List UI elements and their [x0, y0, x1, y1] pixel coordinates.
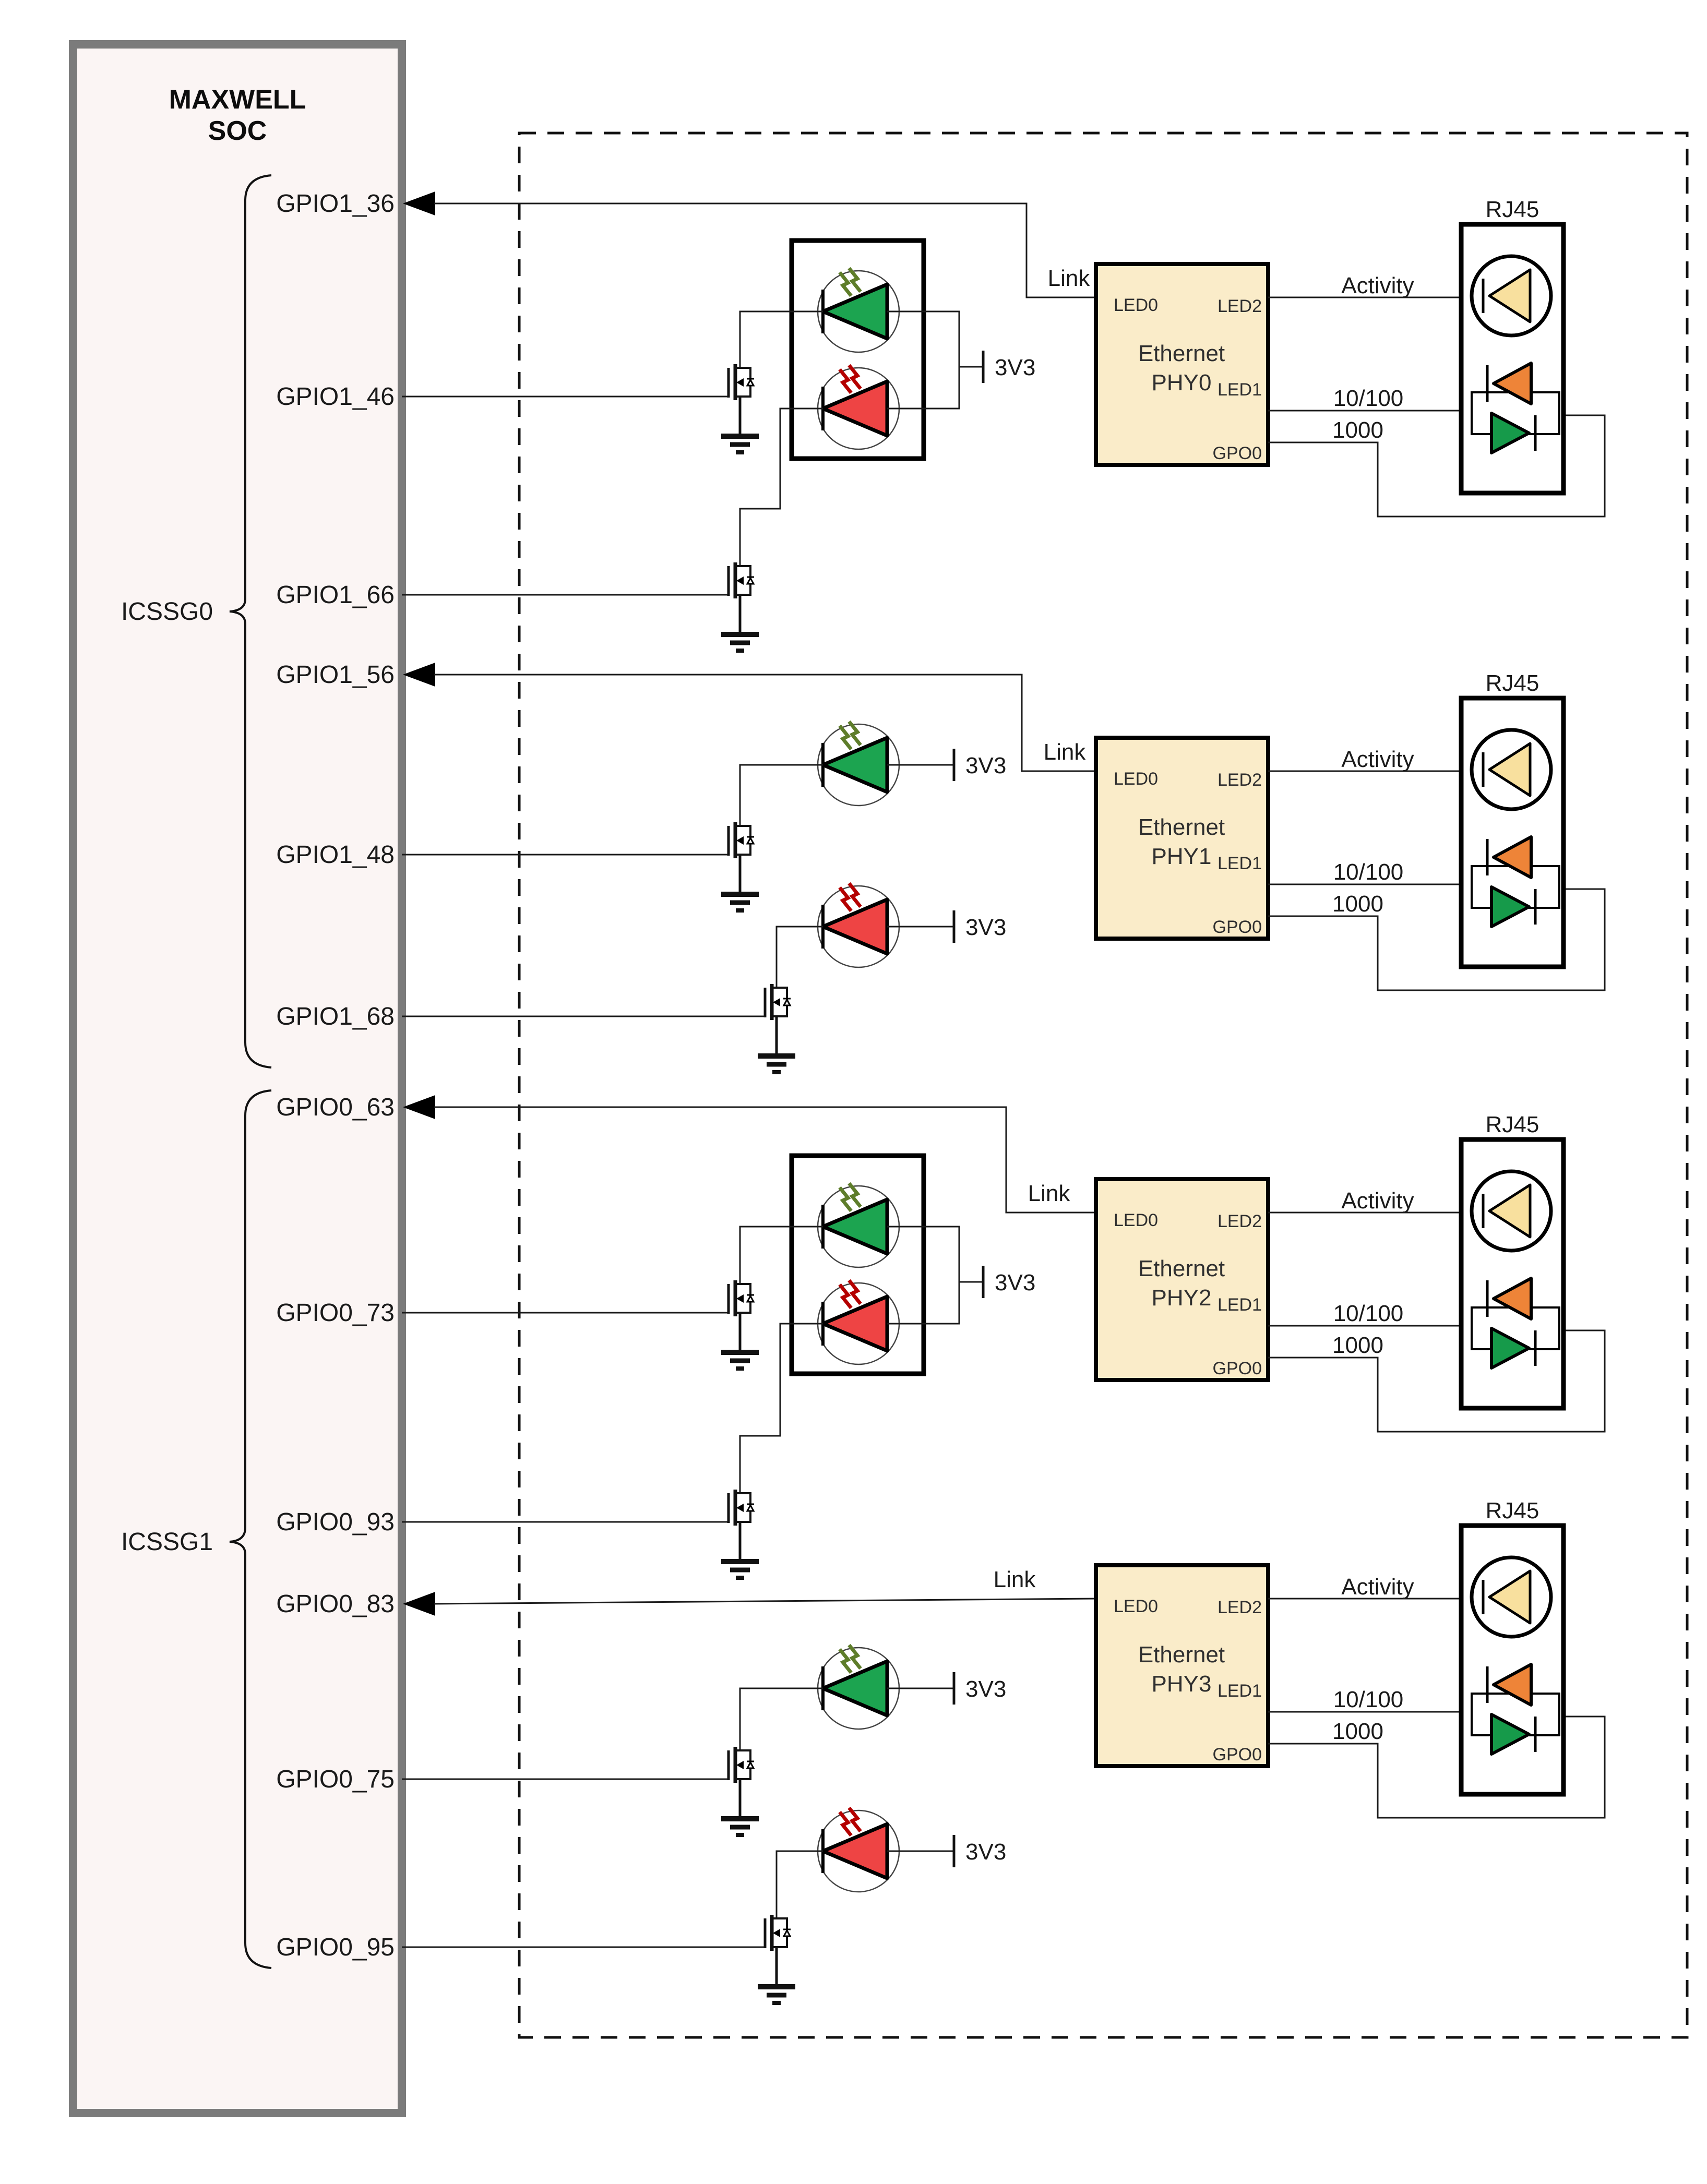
phy2-name-line2: PHY2: [1151, 1285, 1212, 1311]
pin-label-gpio1-56: GPIO1_56: [276, 661, 395, 689]
soc-block: [73, 44, 435, 2113]
phy3-name-line1: Ethernet: [1138, 1642, 1225, 1667]
phy1-pin-led0: LED0: [1114, 769, 1159, 789]
phy1-pin-led2: LED2: [1217, 770, 1262, 790]
red-cathode-wire-3: [777, 1851, 823, 1918]
mosfet-red-3: [765, 1915, 791, 1951]
input-arrow-gpio1-56: [403, 663, 435, 687]
phy3-pin-led1: LED1: [1217, 1681, 1262, 1701]
phy1-pin-gpo0: GPO0: [1212, 917, 1262, 937]
icssg0-label: ICSSG0: [121, 598, 213, 626]
mosfet-green-1: [729, 822, 754, 858]
phy1-pin-led1: LED1: [1217, 854, 1262, 873]
red-led-icon-1: [818, 883, 899, 967]
supply-label-2: 3V3: [995, 1270, 1036, 1295]
phy0-pin-led2: LED2: [1217, 296, 1262, 316]
rj45-2-label: RJ45: [1485, 1112, 1539, 1137]
mosfet-red-0: [729, 562, 754, 598]
red-led-icon-2: [818, 1280, 899, 1364]
green-led-icon-2: [818, 1183, 899, 1267]
mosfet-green-0: [729, 364, 754, 400]
supply-label-1g: 3V3: [965, 753, 1007, 778]
red-cathode-wire-1: [777, 927, 823, 988]
phy0-pin-gpo0: GPO0: [1212, 443, 1262, 463]
phy3-name-line2: PHY3: [1151, 1671, 1212, 1697]
activity-led-icon-1: [1472, 730, 1551, 809]
green-cathode-wire-1: [740, 765, 823, 826]
pin-label-gpio0-63: GPIO0_63: [276, 1094, 395, 1121]
net-label-activity-0: Activity: [1341, 273, 1414, 298]
phy1-name-line1: Ethernet: [1138, 814, 1225, 840]
icssg1-label: ICSSG1: [121, 1528, 213, 1556]
supply-label-3r: 3V3: [965, 1839, 1007, 1865]
phy3-pin-led0: LED0: [1114, 1597, 1159, 1616]
input-arrow-gpio0-83: [403, 1592, 435, 1616]
net-label-activity-2: Activity: [1341, 1188, 1414, 1214]
phy0-pin-led1: LED1: [1217, 380, 1262, 400]
mosfet-green-2: [729, 1280, 754, 1316]
phy2-name-line1: Ethernet: [1138, 1256, 1225, 1281]
input-arrow-gpio0-63: [403, 1095, 435, 1119]
ground-green-1: [721, 855, 759, 910]
pin-label-gpio0-73: GPIO0_73: [276, 1299, 395, 1327]
green-led-icon-0: [818, 268, 899, 352]
pin-label-gpio0-75: GPIO0_75: [276, 1766, 395, 1793]
red-cathode-wire-0: [740, 409, 823, 566]
red-led-icon-3: [818, 1808, 899, 1892]
soc-title-line1: MAXWELL: [169, 85, 306, 115]
phy1-name-line2: PHY1: [1151, 844, 1212, 869]
phy3-pin-gpo0: GPO0: [1212, 1745, 1262, 1765]
net-label-10-100-0: 10/100: [1333, 386, 1404, 411]
ground-red-1: [758, 1016, 795, 1072]
net-link-2-wire: [434, 1107, 1096, 1213]
net-label-1000-0: 1000: [1332, 417, 1383, 443]
supply-label-0: 3V3: [995, 355, 1036, 380]
net-label-1000-1: 1000: [1332, 891, 1383, 917]
ground-green-2: [721, 1313, 759, 1369]
red-cathode-wire-2: [740, 1324, 823, 1493]
phy0-name-line1: Ethernet: [1138, 341, 1225, 366]
input-arrow-gpio1-36: [403, 191, 435, 215]
phy2-pin-led0: LED0: [1114, 1210, 1159, 1230]
ground-green-3: [721, 1779, 759, 1835]
phy0-name-line2: PHY0: [1151, 370, 1212, 395]
mosfet-green-3: [729, 1747, 754, 1783]
channel-3: [402, 1498, 1605, 2003]
pin-label-gpio1-68: GPIO1_68: [276, 1003, 395, 1030]
net-label-10-100-3: 10/100: [1333, 1687, 1404, 1712]
green-cathode-wire-3: [740, 1688, 823, 1750]
net-label-1000-2: 1000: [1332, 1333, 1383, 1358]
rj45-0-label: RJ45: [1485, 197, 1539, 222]
supply-label-1r: 3V3: [965, 915, 1007, 940]
soc-title-line2: SOC: [208, 116, 267, 146]
rj45-3-label: RJ45: [1485, 1498, 1539, 1523]
green-led-icon-3: [818, 1645, 899, 1729]
supply-label-3g: 3V3: [965, 1676, 1007, 1702]
net-link-0-wire: [434, 203, 1096, 297]
net-label-activity-1: Activity: [1341, 747, 1414, 772]
activity-led-icon-3: [1472, 1557, 1551, 1637]
net-label-1000-3: 1000: [1332, 1719, 1383, 1744]
channel-0: [402, 197, 1605, 651]
phy3-pin-led2: LED2: [1217, 1598, 1262, 1617]
soc-box: [73, 44, 402, 2113]
ground-green-0: [721, 397, 759, 452]
mosfet-red-2: [729, 1490, 754, 1526]
phy2-pin-led2: LED2: [1217, 1211, 1262, 1231]
pin-label-gpio1-46: GPIO1_46: [276, 383, 395, 411]
net-label-activity-3: Activity: [1341, 1574, 1414, 1600]
phy0-pin-led0: LED0: [1114, 295, 1159, 315]
phy2-pin-led1: LED1: [1217, 1295, 1262, 1315]
net-label-link-2: Link: [1028, 1181, 1070, 1206]
green-cathode-wire-0: [740, 311, 823, 368]
green-cathode-wire-2: [740, 1227, 823, 1284]
net-label-link-3: Link: [993, 1567, 1036, 1592]
pin-label-gpio0-93: GPIO0_93: [276, 1508, 395, 1536]
rj45-1-label: RJ45: [1485, 670, 1539, 696]
pin-label-gpio1-36: GPIO1_36: [276, 190, 395, 218]
channel-1: [402, 670, 1605, 1072]
activity-led-icon-0: [1472, 256, 1551, 335]
ground-red-3: [758, 1947, 795, 2003]
red-led-icon-0: [818, 365, 899, 449]
green-led-icon-1: [818, 722, 899, 806]
pin-label-gpio0-83: GPIO0_83: [276, 1590, 395, 1618]
channel-2: [402, 1107, 1605, 1578]
pin-label-gpio1-48: GPIO1_48: [276, 841, 395, 869]
net-label-link-1: Link: [1043, 739, 1086, 765]
net-link-3-wire: [434, 1599, 1096, 1604]
phy2-pin-gpo0: GPO0: [1212, 1359, 1262, 1378]
activity-led-icon-2: [1472, 1171, 1551, 1251]
net-label-link-0: Link: [1047, 266, 1090, 291]
net-label-10-100-1: 10/100: [1333, 859, 1404, 885]
ground-red-2: [721, 1522, 759, 1578]
net-label-10-100-2: 10/100: [1333, 1301, 1404, 1326]
ground-red-0: [721, 595, 759, 651]
pin-label-gpio0-95: GPIO0_95: [276, 1934, 395, 1961]
mosfet-red-1: [765, 984, 791, 1020]
pin-label-gpio1-66: GPIO1_66: [276, 581, 395, 609]
